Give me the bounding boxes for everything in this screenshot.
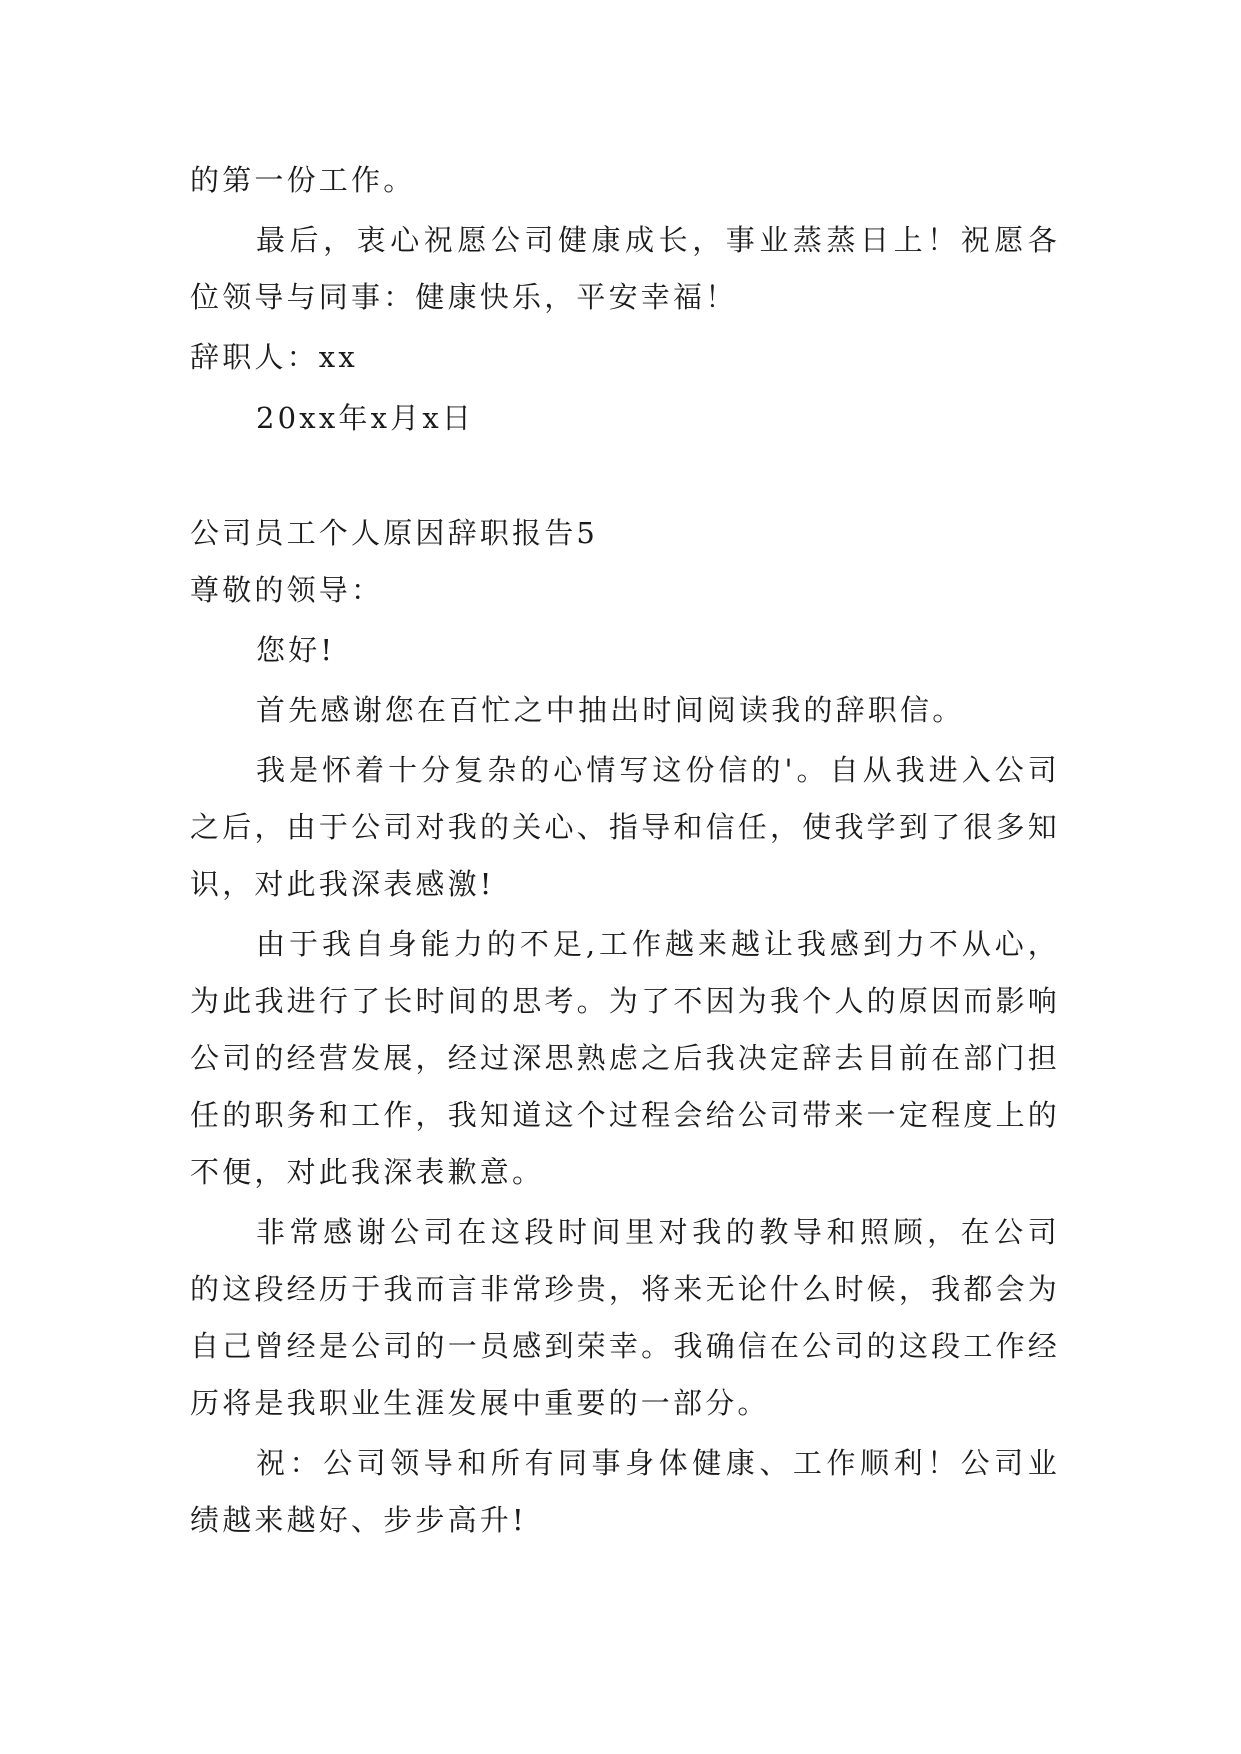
signer-line: 辞职人：xx	[190, 340, 358, 374]
body-paragraph: 由于我自身能力的不足,工作越来越让我感到力不从心，为此我进行了长时间的思考。为了不因为我个人的原因而影响公司的经营发展，经过深思熟虑之后我决定辞去目前在部门担任的职务和工作，我知道这个过程会给公司带来一定程度上的不便，对此我深表歉意。	[190, 927, 1060, 1189]
body-paragraph: 祝：公司领导和所有同事身体健康、工作顺利！公司业绩越来越好、步步高升!	[190, 1446, 1060, 1537]
continuation-line: 的第一份工作。	[190, 163, 416, 197]
document-body	[190, 152, 1060, 1549]
section-title: 公司员工个人原因辞职报告5	[190, 516, 599, 550]
body-paragraph: 首先感谢您在百忙之中抽出时间阅读我的辞职信。	[256, 693, 965, 727]
closing-wish-paragraph: 最后，衷心祝愿公司健康成长，事业蒸蒸日上！祝愿各位领导与同事：健康快乐，平安幸福！	[190, 223, 1060, 314]
body-paragraph: 我是怀着十分复杂的心情写这份信的'。自从我进入公司之后，由于公司对我的关心、指导和信任，使我学到了很多知识，对此我深表感激!	[190, 753, 1060, 901]
greeting: 您好!	[256, 633, 336, 667]
body-paragraph: 非常感谢公司在这段时间里对我的教导和照顾，在公司的这段经历于我而言非常珍贵，将来无论什么时候，我都会为自己曾经是公司的一员感到荣幸。我确信在公司的这段工作经历将是我职业生涯发展中重要的一部分。	[190, 1215, 1060, 1420]
date-line: 20xx年x月x日	[256, 401, 475, 435]
salutation: 尊敬的领导：	[190, 573, 384, 607]
